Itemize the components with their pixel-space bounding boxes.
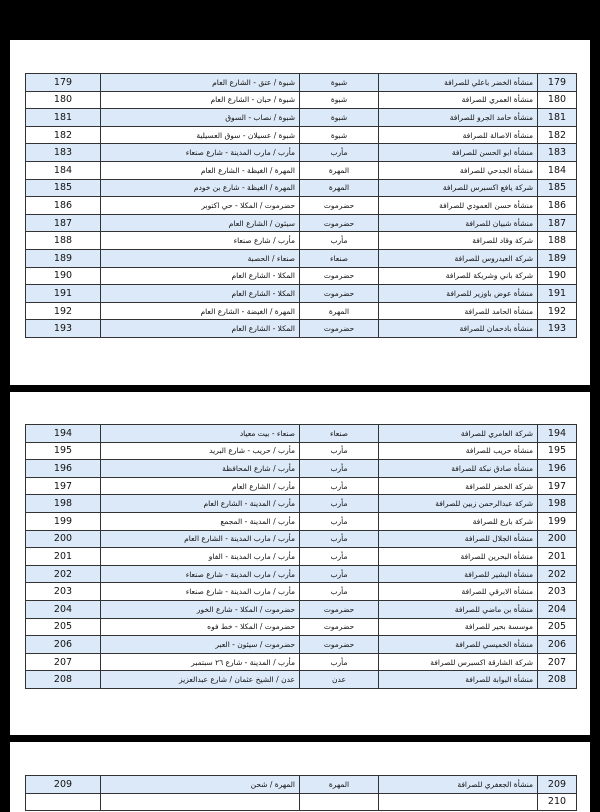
row-number-cell: 198	[538, 495, 577, 513]
table-row	[26, 285, 577, 303]
address-cell: المهرة / الغيظة - الشارع العام	[101, 161, 300, 179]
row-number-cell: 204	[538, 600, 577, 618]
table-row	[26, 671, 577, 689]
company-name-cell: شركة باني وشريكة للصرافة	[379, 267, 538, 285]
company-name-cell: شركة وقاد للصرافة	[379, 232, 538, 250]
governorate-cell: مأرب	[300, 512, 379, 530]
governorate-cell: مأرب	[300, 495, 379, 513]
row-number-cell: 200	[538, 530, 577, 548]
row-number-repeat-cell: 191	[26, 285, 101, 303]
governorate-cell: المهرة	[300, 302, 379, 320]
governorate-cell: مأرب	[300, 565, 379, 583]
company-name-cell: منشأة بن ماضي للصرافة	[379, 600, 538, 618]
address-cell: سيئون / الشارع العام	[101, 214, 300, 232]
governorate-cell	[300, 793, 379, 811]
governorate-cell: حضرموت	[300, 285, 379, 303]
governorate-cell: حضرموت	[300, 197, 379, 215]
table-row	[26, 74, 577, 92]
governorate-cell: المهرة	[300, 776, 379, 794]
row-number-cell: 189	[538, 249, 577, 267]
address-cell: مأرب / مارب المدينة - الفاو	[101, 548, 300, 566]
row-number-cell: 203	[538, 583, 577, 601]
row-number-cell: 180	[538, 91, 577, 109]
table-row	[26, 548, 577, 566]
row-number-repeat-cell: 183	[26, 144, 101, 162]
company-name-cell: منشأة صادق نبكة للصرافة	[379, 460, 538, 478]
governorate-cell: مأرب	[300, 144, 379, 162]
table-row	[26, 565, 577, 583]
table-row	[26, 460, 577, 478]
company-name-cell: شركة العامري للصرافة	[379, 425, 538, 443]
company-name-cell: منشأة الابرقي للصرافة	[379, 583, 538, 601]
address-cell: المهرة / الغيضة - الشارع العام	[101, 302, 300, 320]
company-name-cell: شركة بارع للصرافة	[379, 512, 538, 530]
governorate-cell: مأرب	[300, 548, 379, 566]
company-name-cell: منشأة الحامد للصرافة	[379, 302, 538, 320]
company-name-cell: منشأة عوض باوزير للصرافة	[379, 285, 538, 303]
table-row	[26, 583, 577, 601]
company-name-cell: منشأة ابو الحسن للصرافة	[379, 144, 538, 162]
row-number-cell: 193	[538, 320, 577, 338]
row-number-repeat-cell: 199	[26, 512, 101, 530]
table-row	[26, 109, 577, 127]
table-row	[26, 636, 577, 654]
row-number-repeat-cell: 204	[26, 600, 101, 618]
row-number-repeat-cell	[26, 793, 101, 811]
row-number-repeat-cell: 198	[26, 495, 101, 513]
address-cell: مأرب / شارع المحافظة	[101, 460, 300, 478]
address-cell: حضرموت / سيئون - العبر	[101, 636, 300, 654]
governorate-cell: صنعاء	[300, 249, 379, 267]
row-number-cell: 205	[538, 618, 577, 636]
company-name-cell: منشأة الخميسي للصرافة	[379, 636, 538, 654]
table-row	[26, 249, 577, 267]
row-number-repeat-cell: 195	[26, 442, 101, 460]
company-name-cell: منشأة الجعفري للصرافة	[379, 776, 538, 794]
table-row	[26, 776, 577, 794]
address-cell: شبوة / عسيلان - سوق العسيلية	[101, 126, 300, 144]
row-number-repeat-cell: 179	[26, 74, 101, 92]
governorate-cell: المهرة	[300, 161, 379, 179]
row-number-repeat-cell: 197	[26, 477, 101, 495]
row-number-repeat-cell: 189	[26, 249, 101, 267]
address-cell: مأرب / مارب المدينة - شارع صنعاء	[101, 583, 300, 601]
table-row	[26, 600, 577, 618]
address-cell: المهرة / شحن	[101, 776, 300, 794]
governorate-cell: مأرب	[300, 653, 379, 671]
governorate-cell: حضرموت	[300, 214, 379, 232]
table-row	[26, 512, 577, 530]
row-number-repeat-cell: 205	[26, 618, 101, 636]
governorate-cell: مأرب	[300, 460, 379, 478]
row-number-repeat-cell: 196	[26, 460, 101, 478]
governorate-cell: المهرة	[300, 179, 379, 197]
address-cell: المكلا - الشارع العام	[101, 267, 300, 285]
company-name-cell: منشأة البوابة للصرافة	[379, 671, 538, 689]
exchange-companies-table-3	[25, 775, 577, 811]
company-name-cell: منشأة البحرين للصرافة	[379, 548, 538, 566]
company-name-cell: منشأة بادحمان للصرافة	[379, 320, 538, 338]
row-number-cell: 196	[538, 460, 577, 478]
address-cell: شبوة / حبان - الشارع العام	[101, 91, 300, 109]
table-row	[26, 161, 577, 179]
row-number-cell: 186	[538, 197, 577, 215]
row-number-repeat-cell: 184	[26, 161, 101, 179]
row-number-repeat-cell: 208	[26, 671, 101, 689]
row-number-cell: 201	[538, 548, 577, 566]
table-row	[26, 320, 577, 338]
governorate-cell: شبوة	[300, 126, 379, 144]
governorate-cell: شبوة	[300, 91, 379, 109]
governorate-cell: حضرموت	[300, 320, 379, 338]
row-number-repeat-cell: 186	[26, 197, 101, 215]
table-row	[26, 144, 577, 162]
row-number-cell: 206	[538, 636, 577, 654]
table-row	[26, 653, 577, 671]
address-cell: حضرموت / المكلا - شارع الخور	[101, 600, 300, 618]
document-page-3	[10, 742, 590, 812]
row-number-repeat-cell: 180	[26, 91, 101, 109]
company-name-cell: منشأة حريب للصرافة	[379, 442, 538, 460]
company-name-cell: منشأة الخضر باعلي للصرافة	[379, 74, 538, 92]
row-number-cell: 209	[538, 776, 577, 794]
governorate-cell: شبوة	[300, 74, 379, 92]
company-name-cell: منشأة حسن العمودي للصرافة	[379, 197, 538, 215]
table-row	[26, 302, 577, 320]
address-cell: مأرب / مارب المدينة - الشارع العام	[101, 530, 300, 548]
table-row	[26, 495, 577, 513]
address-cell: المهرة / الغيظة - شارع بن خودم	[101, 179, 300, 197]
company-name-cell: شركة العيدروس للصرافة	[379, 249, 538, 267]
governorate-cell: مأرب	[300, 583, 379, 601]
address-cell: صنعاء - بيت معياد	[101, 425, 300, 443]
table-row	[26, 267, 577, 285]
exchange-companies-table-1	[25, 73, 577, 338]
company-name-cell	[379, 793, 538, 811]
company-name-cell: موسسة بحير للصرافة	[379, 618, 538, 636]
governorate-cell: مأرب	[300, 442, 379, 460]
address-cell: شبوة / نصاب - السوق	[101, 109, 300, 127]
address-cell: صنعاء / الحصبة	[101, 249, 300, 267]
row-number-cell: 191	[538, 285, 577, 303]
row-number-repeat-cell: 190	[26, 267, 101, 285]
governorate-cell: مأرب	[300, 232, 379, 250]
address-cell: مأرب / المدينة - الشارع العام	[101, 495, 300, 513]
table-row	[26, 477, 577, 495]
row-number-cell: 192	[538, 302, 577, 320]
table-row	[26, 793, 577, 811]
row-number-repeat-cell: 206	[26, 636, 101, 654]
exchange-companies-table-2	[25, 424, 577, 689]
table-row	[26, 214, 577, 232]
row-number-repeat-cell: 207	[26, 653, 101, 671]
company-name-cell: منشأة البشير للصرافة	[379, 565, 538, 583]
governorate-cell: حضرموت	[300, 636, 379, 654]
table-row	[26, 618, 577, 636]
row-number-cell: 184	[538, 161, 577, 179]
company-name-cell: منشأة الاصالة للصرافة	[379, 126, 538, 144]
company-name-cell: شركة الخضر للصرافة	[379, 477, 538, 495]
row-number-repeat-cell: 193	[26, 320, 101, 338]
table-row	[26, 425, 577, 443]
row-number-cell: 199	[538, 512, 577, 530]
governorate-cell: شبوة	[300, 109, 379, 127]
governorate-cell: حضرموت	[300, 600, 379, 618]
company-name-cell: شركة عبدالرحمن زبين للصرافة	[379, 495, 538, 513]
address-cell: مأرب / حريب - شارع البريد	[101, 442, 300, 460]
table-row	[26, 91, 577, 109]
row-number-cell: 185	[538, 179, 577, 197]
governorate-cell: حضرموت	[300, 618, 379, 636]
row-number-cell: 197	[538, 477, 577, 495]
row-number-repeat-cell: 185	[26, 179, 101, 197]
row-number-repeat-cell: 200	[26, 530, 101, 548]
row-number-cell: 190	[538, 267, 577, 285]
address-cell: مأرب / المدينة - المجمع	[101, 512, 300, 530]
row-number-cell: 194	[538, 425, 577, 443]
row-number-cell: 181	[538, 109, 577, 127]
company-name-cell: منشأة العمري للصرافة	[379, 91, 538, 109]
row-number-repeat-cell: 203	[26, 583, 101, 601]
row-number-cell: 188	[538, 232, 577, 250]
company-name-cell: منشأة الجدحي للصرافة	[379, 161, 538, 179]
address-cell: شبوة / عتق - الشارع العام	[101, 74, 300, 92]
row-number-repeat-cell: 188	[26, 232, 101, 250]
row-number-cell: 210	[538, 793, 577, 811]
row-number-cell: 195	[538, 442, 577, 460]
row-number-repeat-cell: 209	[26, 776, 101, 794]
address-cell: حضرموت / المكلا - خط فوه	[101, 618, 300, 636]
address-cell: عدن / الشيخ عثمان / شارع عبدالعزيز	[101, 671, 300, 689]
address-cell: مأرب / شارع صنعاء	[101, 232, 300, 250]
row-number-cell: 187	[538, 214, 577, 232]
governorate-cell: صنعاء	[300, 425, 379, 443]
row-number-cell: 179	[538, 74, 577, 92]
row-number-repeat-cell: 192	[26, 302, 101, 320]
table-row	[26, 442, 577, 460]
row-number-repeat-cell: 181	[26, 109, 101, 127]
row-number-repeat-cell: 182	[26, 126, 101, 144]
company-name-cell: شركة يافع اكسبرس للصرافة	[379, 179, 538, 197]
address-cell: المكلا - الشارع العام	[101, 285, 300, 303]
address-cell: حضرموت / المكلا - حي اكتوبر	[101, 197, 300, 215]
address-cell: المكلا - الشارع العام	[101, 320, 300, 338]
governorate-cell: مأرب	[300, 530, 379, 548]
document-page-1	[10, 40, 590, 385]
row-number-repeat-cell: 202	[26, 565, 101, 583]
address-cell: مأرب / مارب المدينة - شارع صنعاء	[101, 565, 300, 583]
company-name-cell: منشأة حامد الجرو للصرافة	[379, 109, 538, 127]
table-row	[26, 126, 577, 144]
document-page-2	[10, 392, 590, 735]
address-cell	[101, 793, 300, 811]
company-name-cell: منشأة الجلال للصرافة	[379, 530, 538, 548]
address-cell: مأرب / الشارع العام	[101, 477, 300, 495]
row-number-cell: 208	[538, 671, 577, 689]
row-number-repeat-cell: 187	[26, 214, 101, 232]
row-number-cell: 183	[538, 144, 577, 162]
row-number-cell: 202	[538, 565, 577, 583]
row-number-cell: 182	[538, 126, 577, 144]
company-name-cell: شركة الشارقة اكسبرس للصرافة	[379, 653, 538, 671]
company-name-cell: منشأة شبيان للصرافة	[379, 214, 538, 232]
governorate-cell: مأرب	[300, 477, 379, 495]
row-number-repeat-cell: 201	[26, 548, 101, 566]
table-row	[26, 197, 577, 215]
row-number-repeat-cell: 194	[26, 425, 101, 443]
table-row	[26, 232, 577, 250]
address-cell: مأرب / مارب المدينة - شارع صنعاء	[101, 144, 300, 162]
table-row	[26, 530, 577, 548]
governorate-cell: حضرموت	[300, 267, 379, 285]
governorate-cell: عدن	[300, 671, 379, 689]
row-number-cell: 207	[538, 653, 577, 671]
address-cell: مأرب / المدينة - شارع ٢٦ سبتمبر	[101, 653, 300, 671]
table-row	[26, 179, 577, 197]
